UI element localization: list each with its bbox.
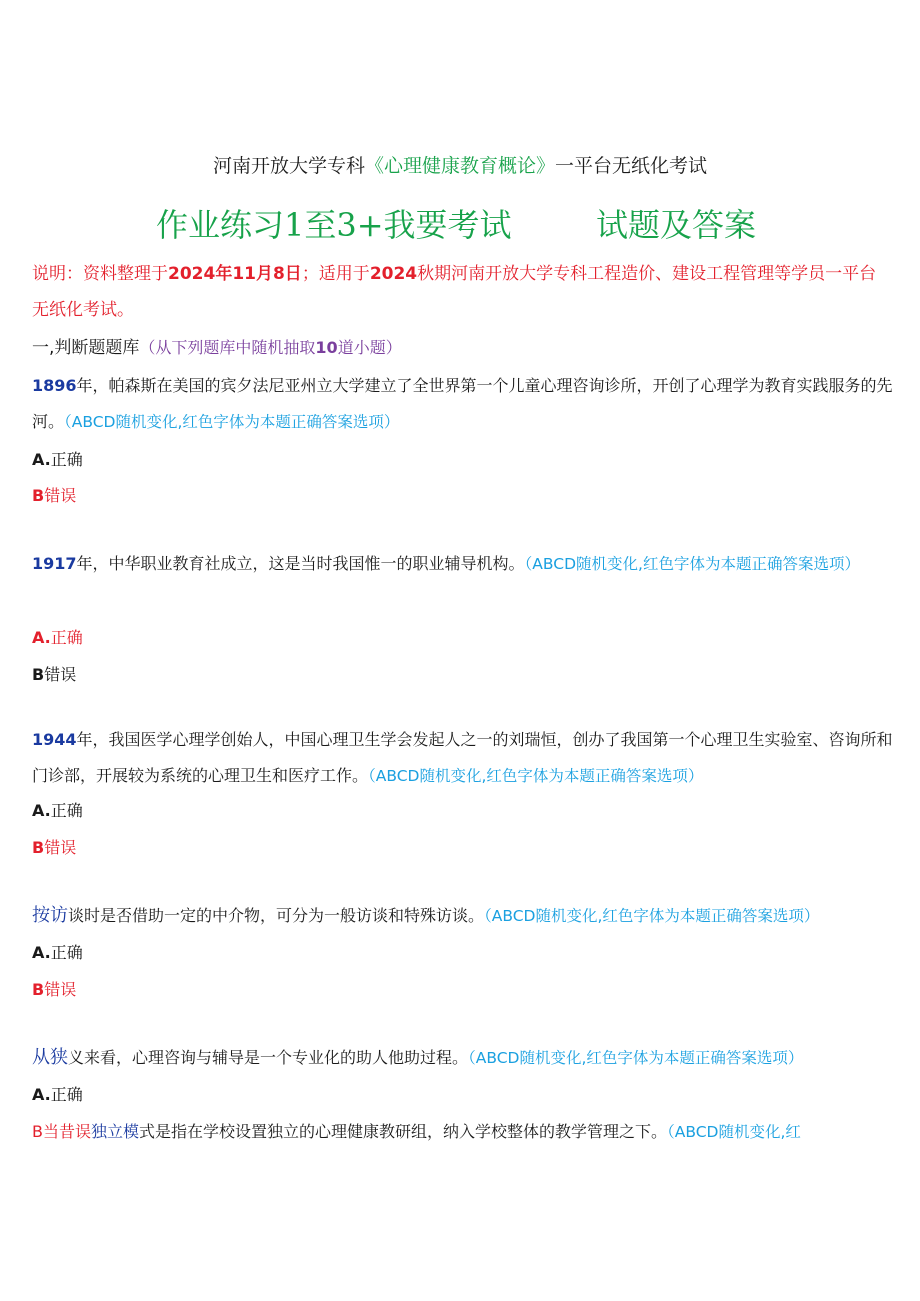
q4-option-a [32,938,83,968]
q5-option-a [32,1080,83,1110]
main-title [156,200,796,250]
option-letter: B [32,665,45,684]
question-hint: （ABCD随机变化,红色字体为本题正确答案选项） [64,413,400,431]
q1-option-a [32,445,83,475]
option-text: 正确 [50,628,83,647]
option-text: 错误 [44,838,77,857]
q3-option-a [32,796,83,826]
note-text-a: 说明：资料整理于 [32,264,168,284]
note-text-b: ；适用于 [301,264,370,284]
question-lead: 从狭 [32,1047,68,1068]
question-text: 年，中华职业教育社成立，这是当时我国惟一的职业辅导机构。 [76,554,525,573]
subtitle-course: 《心理健康教育概论》 [364,155,555,177]
question-hint: （ABCD随机变化,红色字体为本题正确答案选项） [524,555,860,573]
question-text: 年，我国医学心理学创始人，中国心理卫生学会发起人之一的刘瑞恒，创办了我国第一个心理卫生实验室、咨询所和门诊部，开展较为系统的心理卫生和医疗工作。 [32,730,893,785]
note-term: 2024 [369,264,418,284]
question-lead: 1917 [32,554,77,573]
question-lead: 按访 [32,905,68,926]
question-3 [32,722,894,794]
range-num: 10 [315,338,338,357]
option-text: 错误 [44,665,77,684]
section-range [139,338,401,357]
q4-option-b [32,975,76,1005]
title-left: 作业练习1至3+我要考试 [156,206,512,244]
option-text: 正确 [50,450,83,469]
question-text: 年，帕森斯在美国的宾夕法尼亚州立大学建立了全世界第一个儿童心理咨询诊所，开创了心理学为教育实践服务的先河。 [32,376,893,431]
option-letter: B [32,838,45,857]
question-hint: （ABCD随机变化,红色字体为本题正确答案选项） [468,1049,804,1067]
q2-option-b [32,660,76,690]
q5-option-b-overlap: B当昔误 [32,1122,91,1141]
question-5 [32,1040,894,1076]
option-text: 正确 [50,1085,83,1104]
option-text: 正确 [50,801,83,820]
option-letter: B [32,486,45,505]
section-title: 一,判断题题库 [32,338,140,358]
option-letter: A. [32,1085,51,1104]
question-6-partial [32,1116,912,1148]
note-text-c: 秋期河南开放大学专科工程造价、建设工程管理等学员一平台无纸化考试。 [32,264,877,320]
option-text: 错误 [44,486,77,505]
question-lead: 1944 [32,730,77,749]
option-letter: A. [32,801,51,820]
subtitle-prefix: 河南开放大学专科 [212,155,365,177]
question-4 [32,898,894,934]
title-right: 试题及答案 [596,206,757,244]
option-text: 错误 [44,980,77,999]
question-hint: （ABCD随机变化,红色字体为本题正确答案选项） [484,907,820,925]
section-heading [32,331,892,365]
question-lead: 独立模 [90,1122,139,1141]
option-letter: A. [32,450,51,469]
question-hint-cut: （ABCD随机变化,红 [667,1123,801,1141]
question-text: 义来看，心理咨询与辅导是一个专业化的助人他助过程。 [68,1048,469,1067]
option-letter: B [32,980,45,999]
usage-note [32,256,892,328]
question-text: 式是指在学校设置独立的心理健康教研组，纳入学校整体的教学管理之下。 [139,1122,668,1141]
question-2 [32,546,894,582]
note-date: 2024年11月8日 [168,264,302,284]
option-letter: A. [32,943,51,962]
option-text: 正确 [50,943,83,962]
question-lead: 1896 [32,376,77,395]
q2-option-a [32,623,83,653]
course-subtitle [0,150,920,182]
option-letter: A. [32,628,51,647]
range-a: （从下列题库中随机抽取 [139,338,316,357]
subtitle-suffix: 一平台无纸化考试 [555,155,708,177]
q3-option-b [32,833,76,863]
question-text: 谈时是否借助一定的中介物，可分为一般访谈和特殊访谈。 [68,906,485,925]
question-hint: （ABCD随机变化,红色字体为本题正确答案选项） [368,767,704,785]
question-1 [32,368,894,440]
range-b: 道小题） [337,338,402,357]
q1-option-b [32,481,76,511]
